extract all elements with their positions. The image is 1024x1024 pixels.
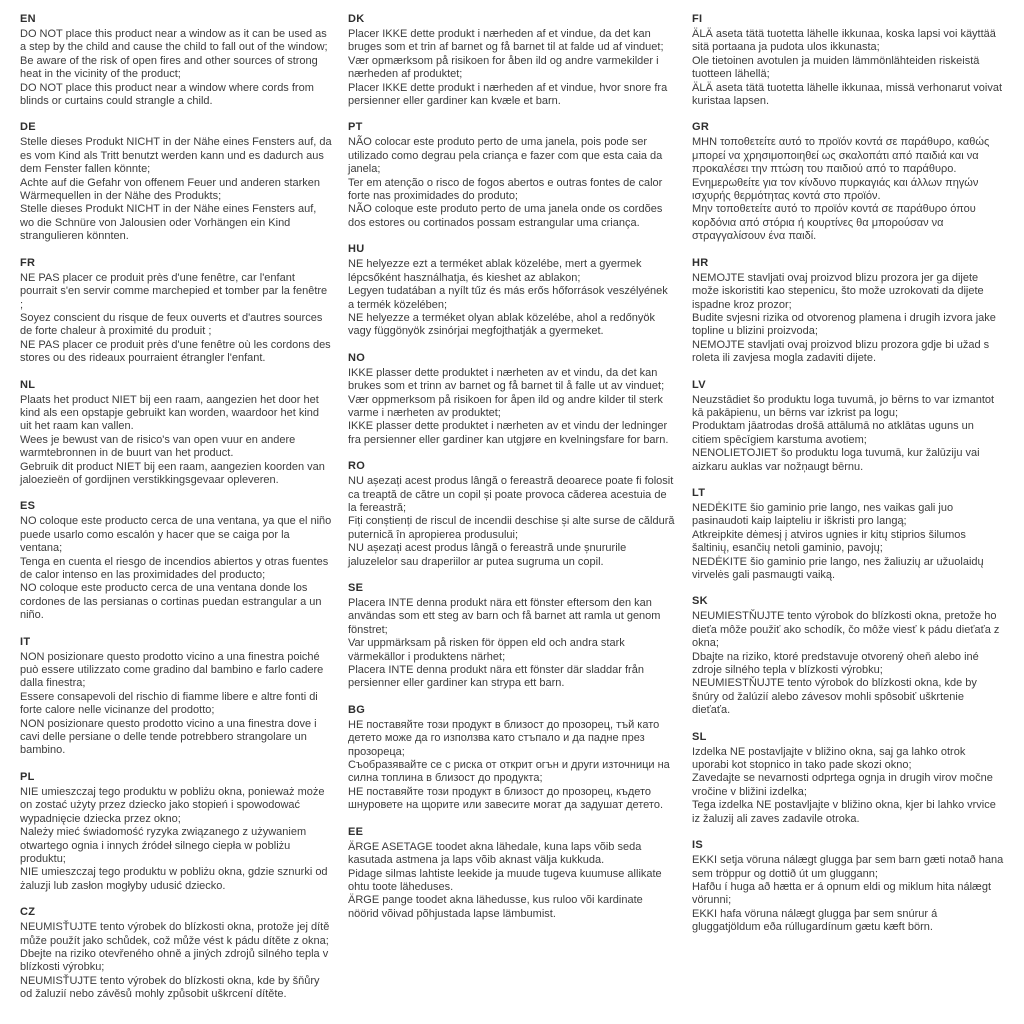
warning-paragraph: ÄLÄ aseta tätä tuotetta lähelle ikkunaa, koska lapsi voi käyttää sitä portaana ja pudota ulos ikkunasta;	[692, 28, 996, 54]
warning-paragraph: Zavedajte se nevarnosti odprtega ognja in drugih virov močne vročine v bližini izdelka;	[692, 772, 993, 798]
warning-paragraph: NEUMIESTŇUJTE tento výrobok do blízkosti okna, kde by šnúry od žalúzií alebo závesov mohli spôsobiť uškrtenie dieťaťa.	[692, 677, 977, 717]
lang-section-fi	[692, 13, 1004, 108]
warning-paragraph: Atkreipkite dėmesį į atviros ugnies ir kitų stiprios šilumos šaltinių, esančių netoli gaminio, pavojų;	[692, 528, 966, 555]
warning-paragraph: Ενημερωθείτε για τον κίνδυνο πυρκαγιάς και άλλων πηγών ισχυρής θερμότητας κοντά στο προϊόν.	[692, 176, 979, 203]
lang-section-fr	[20, 257, 332, 366]
lang-section-hr	[692, 257, 1004, 366]
warning-paragraph: ΜΗΝ τοποθετείτε αυτό το προϊόν κοντά σε παράθυρο, καθώς μπορεί να χρησιμοποιηθεί ως σκαλοπάτι από παιδιά και να προκαλέσει την πτώση του παιδιού από το παράθυρο.	[692, 136, 990, 176]
warning-paragraph: NEMOJTE stavljati ovaj proizvod blizu prozora jer ga dijete može iskoristiti kao stepenicu, što može uzrokovati da dijete ispadne kroz prozor;	[692, 271, 984, 311]
warning-paragraph: НЕ поставяйте този продукт в близост до прозорец, тъй като детето може да го използва като стъпало и да падне през прозореца;	[348, 718, 660, 758]
warning-paragraph: IKKE plasser dette produktet i nærheten av et vindu der ledninger fra persienner eller gardiner kan utgjøre en kvelningsfare for barn.	[348, 420, 669, 446]
lang-section-gr	[692, 121, 1004, 243]
warning-paragraph: NU așezați acest produs lângă o fereastră deoarece poate fi folosit ca treaptă de către un copil și poate provoca căderea acestuia de la fereastră;	[348, 475, 674, 514]
lang-code-heading: ES	[20, 500, 36, 513]
warning-paragraph: Plaats het product NIET bij een raam, aangezien het door het kind als een opstapje gebruikt kan worden, waardoor het kind uit het raam kan vallen.	[20, 393, 320, 433]
warning-paragraph: NEMOJTE stavljati ovaj proizvod blizu prozora gdje bi užad s roleta ili zavjesa mogla zadaviti dijete.	[692, 338, 990, 365]
warning-paragraph: Placer IKKE dette produkt i nærheden af et vindue, hvor snore fra persienner eller gardiner kan kvæle et barn.	[348, 81, 668, 108]
warning-paragraph: NENOLIETOJIET šo produktu loga tuvumā, kur žalūziju vai aizkaru auklas var nožņaugt bērnu.	[692, 447, 980, 473]
lang-code-heading: HU	[348, 243, 365, 256]
lang-code-heading: LV	[692, 378, 706, 391]
warning-paragraph: NIE umieszczaj tego produktu w pobliżu okna, gdzie sznurki od żaluzji lub zasłon mogłyby udusić dziecko.	[20, 866, 328, 892]
warning-paragraph: Fiți conștienți de riscul de incendii deschise și alte surse de căldură puternică în apropierea produsului;	[348, 515, 675, 541]
lang-code-heading: HR	[692, 256, 709, 269]
warning-paragraph: NON posizionare questo prodotto vicino a una finestra poiché può essere utilizzato come gradino dal bambino e farlo cadere dalla finestra;	[20, 650, 324, 690]
lang-code-heading: FR	[20, 256, 36, 269]
warning-paragraph: DO NOT place this product near a window where cords from blinds or curtains could strangle a child.	[20, 81, 314, 108]
warning-paragraph: NE helyezze a terméket olyan ablak közelébe, ahol a redőnyök vagy függönyök zsinórjai megfojthatják a gyermeket.	[348, 311, 655, 338]
lang-code-heading: PL	[20, 770, 35, 783]
warning-paragraph: NO coloque este producto cerca de una ventana donde los cordones de las persianas o cortinas puedan estrangular a un niño.	[20, 582, 322, 622]
warning-paragraph: Wees je bewust van de risico's van open vuur en andere warmtebronnen in de buurt van het product.	[20, 433, 296, 460]
lang-section-lv	[692, 379, 1004, 474]
warning-paragraph: Be aware of the risk of open fires and other sources of strong heat in the vicinity of the product;	[20, 54, 318, 81]
lang-code-heading: GR	[692, 121, 710, 134]
lang-section-ee	[348, 826, 676, 921]
warning-paragraph: Dbejte na riziko otevřeného ohně a jiných zdrojů silného tepla v blízkosti výrobku;	[20, 947, 329, 974]
lang-code-heading: NO	[348, 351, 366, 364]
lang-section-pt	[348, 121, 676, 230]
warning-paragraph: Vær oppmerksom på risikoen for åpen ild og andre kilder til sterk varme i nærheten av produktet;	[348, 393, 663, 419]
warning-paragraph: NEUMISŤUJTE tento výrobek do blízkosti okna, protože jej dítě může použít jako schůdek, což může vést k pádu dítěte z okna;	[20, 921, 330, 947]
lang-section-ro	[348, 460, 676, 569]
lang-code-heading: SL	[692, 730, 707, 743]
lang-code-heading: CZ	[20, 906, 36, 919]
lang-section-sk	[692, 595, 1004, 717]
warning-paragraph: Tega izdelka NE postavljajte v bližino okna, kjer bi lahko vrvice iz žaluzij ali zaves zadavile otroka.	[692, 799, 996, 825]
column-1	[20, 13, 332, 1015]
warning-paragraph: Essere consapevoli del rischio di fiamme libere e altre fonti di forte calore nelle vicinanze del prodotto;	[20, 690, 318, 717]
warning-paragraph: Μην τοποθετείτε αυτό το προϊόν κοντά σε παράθυρο όπου κορδόνια από στόρια ή κουρτίνες θα μπορούσαν να στραγγαλίσουν ένα παιδί.	[692, 203, 976, 243]
warning-paragraph: NE PAS placer ce produit près d'une fenêtre, car l'enfant pourrait s'en servir comme marchepied et tomber par la fenêtre ;	[20, 271, 328, 311]
warning-paragraph: Neuzstādiet šo produktu loga tuvumā, jo bērns to var izmantot kā pakāpienu, un bērns var izkrist pa logu;	[692, 393, 995, 419]
lang-code-heading: SE	[348, 582, 364, 594]
lang-code-heading: IT	[20, 635, 31, 648]
lang-section-es	[20, 500, 332, 622]
lang-section-nl	[20, 379, 332, 488]
warning-paragraph: ÄRGE ASETAGE toodet akna lähedale, kuna laps võib seda kasutada astmena ja laps võib aknast välja kukkuda.	[348, 840, 642, 867]
lang-code-heading: FI	[692, 13, 703, 25]
warning-paragraph: Ole tietoinen avotulen ja muiden lämmönlähteiden riskeistä tuotteen lähellä;	[692, 54, 980, 81]
warning-paragraph: DO NOT place this product near a window as it can be used as a step by the child and cause the child to fall out of the window;	[20, 28, 328, 54]
warning-paragraph: Pidage silmas lahtiste leekide ja muude tugeva kuumuse allikate ohtu toote läheduses.	[348, 867, 662, 893]
warning-paragraph: Izdelka NE postavljajte v bližino okna, saj ga lahko otrok uporabi kot stopnico in tako pade skozi okno;	[692, 745, 966, 772]
lang-section-dk	[348, 13, 676, 108]
lang-section-se	[348, 582, 676, 691]
lang-section-de	[20, 121, 332, 243]
warning-paragraph: IKKE plasser dette produktet i nærheten av et vindu, da det kan brukes som et trinn av barnet og få barnet til å falle ut av vinduet;	[348, 366, 665, 393]
warning-paragraph: NE PAS placer ce produit près d'une fenêtre où les cordons des stores ou des rideaux pourraient étrangler l'enfant.	[20, 338, 331, 365]
warning-paragraph: Stelle dieses Produkt NICHT in der Nähe eines Fensters auf, da es vom Kind als Tritt benutzt werden kann und es dadurch aus dem Fenster fallen könnte;	[20, 136, 332, 176]
warning-paragraph: Produktam jāatrodas drošā attālumā no atklātas uguns un citiem spēcīgiem karstuma avotiem;	[692, 420, 974, 446]
column-3	[692, 13, 1004, 1015]
warning-paragraph: Dbajte na riziko, ktoré predstavuje otvorený oheň alebo iné zdroje silného tepla v blízkosti výrobku;	[692, 650, 979, 677]
lang-section-en	[20, 13, 332, 108]
lang-code-heading: PT	[348, 121, 363, 134]
warning-paragraph: NÃO colocar este produto perto de uma janela, pois pode ser utilizado como degrau pela criança e fazer com que esta caia da janela;	[348, 136, 663, 176]
warning-paragraph: Soyez conscient du risque de feux ouverts et d'autres sources de forte chaleur à proximité du produit ;	[20, 311, 323, 338]
lang-section-lt	[692, 487, 1004, 582]
warning-paragraph: Съобразявайте се с риска от открит огън и други източници на силна топлина в близост до продукта;	[348, 759, 670, 785]
lang-section-pl	[20, 771, 332, 893]
column-2	[348, 13, 676, 1015]
warning-paragraph: EKKI setja vöruna nálægt glugga þar sem barn gæti notað hana sem tröppur og dottið út um gluggann;	[692, 854, 1004, 880]
warning-paragraph: NO coloque este producto cerca de una ventana, ya que el niño puede usarlo como escalón y hacer que se caiga por la ventana;	[20, 515, 332, 555]
warning-paragraph: Legyen tudatában a nyílt tűz és más erős hőforrások veszélyének a termék közelében;	[348, 285, 668, 311]
lang-code-heading: NL	[20, 378, 36, 391]
lang-code-heading: EE	[348, 825, 364, 838]
warning-paragraph: NEUMISŤUJTE tento výrobek do blízkosti okna, kde by šňůry od žaluzií nebo závěsů mohly způsobit uškrcení dítěte.	[20, 974, 320, 1001]
warning-paragraph: NEUMIESTŇUJTE tento výrobok do blízkosti okna, pretože ho dieťa môže použiť ako schodík, čo môže viesť k pádu dieťaťa z okna;	[692, 610, 1000, 650]
warning-paragraph: ÄLÄ aseta tätä tuotetta lähelle ikkunaa, missä verhonarut voivat kuristaa lapsen.	[692, 81, 1003, 108]
warning-paragraph: Placera INTE denna produkt nära ett fönster eftersom den kan användas som ett steg av barn och få barnet att ramla ut genom fönstret;	[348, 597, 661, 636]
warning-paragraph: НЕ поставяйте този продукт в близост до прозорец, където шнуровете на щорите или завесите могат да задушат детето.	[348, 785, 664, 812]
lang-code-heading: DE	[20, 121, 36, 134]
warning-paragraph: Tenga en cuenta el riesgo de incendios abiertos y otras fuentes de calor intenso en las proximidades del producto;	[20, 555, 329, 581]
lang-code-heading: RO	[348, 460, 366, 473]
warning-paragraph: NEDĖKITE šio gaminio prie lango, nes vaikas gali juo pasinaudoti kaip laipteliu ir iškristi pro langą;	[692, 501, 954, 528]
lang-code-heading: BG	[348, 703, 366, 716]
warning-paragraph: Vær opmærksom på risikoen for åben ild og andre varmekilder i nærheden af produktet;	[348, 54, 659, 81]
warning-paragraph: Stelle dieses Produkt NICHT in der Nähe eines Fensters auf, wo die Schnüre von Jalousien oder Vorhängen ein Kind strangulieren könnten.	[20, 203, 317, 243]
warning-paragraph: Gebruik dit product NIET bij een raam, aangezien koorden van jaloezieën of gordijnen verstikkingsgevaar opleveren.	[20, 460, 325, 486]
lang-code-heading: LT	[692, 486, 706, 499]
warning-paragraph: NEDĖKITE šio gaminio prie lango, nes žaliuzių ar užuolaidų virvelės gali pasmaugti vaiką.	[692, 555, 984, 581]
warning-paragraph: NU așezați acest produs lângă o fereastră unde șnururile jaluzelelor sau draperiilor ar putea sugruma un copil.	[348, 542, 627, 568]
warning-paragraph: Var uppmärksam på risken för öppen eld och andra stark värmekällor i produktens närhet;	[348, 637, 625, 663]
lang-code-heading: DK	[348, 13, 365, 25]
warning-paragraph: Hafðu í huga að hætta er á opnum eldi og miklum hita nálægt vörunni;	[692, 880, 992, 907]
warning-paragraph: Achte auf die Gefahr von offenem Feuer und anderen starken Wärmequellen in der Nähe des Produkts;	[20, 176, 321, 203]
lang-section-cz	[20, 906, 332, 1001]
warning-paragraph: Budite svjesni rizika od otvorenog plamena i drugih izvora jake topline u blizini proizvoda;	[692, 311, 996, 338]
warning-paragraph: Placera INTE denna produkt nära ett fönster där sladdar från persienner eller gardiner kan strypa ett barn.	[348, 664, 644, 690]
warning-paragraph: Placer IKKE dette produkt i nærheden af et vindue, da det kan bruges som et trin af barnet og få barnet til at falde ud af vinduet;	[348, 28, 664, 54]
lang-section-is	[692, 839, 1004, 934]
warning-paragraph: NON posizionare questo prodotto vicino a una finestra dove i cavi delle persiane o delle tende potrebbero strangolare un bambino.	[20, 717, 317, 757]
lang-code-heading: SK	[692, 595, 708, 608]
lang-section-bg	[348, 704, 676, 813]
warning-paragraph: EKKI hafa vöruna nálægt glugga þar sem snúrur á gluggatjöldum eða rúllugardínum gætu kæft börn.	[692, 907, 938, 934]
lang-section-sl	[692, 731, 1004, 826]
lang-code-heading: IS	[692, 839, 703, 852]
lang-section-no	[348, 352, 676, 447]
warning-paragraph: Ter em atenção o risco de fogos abertos e outras fontes de calor forte nas proximidades do produto;	[348, 176, 663, 203]
warning-paragraph: ÄRGE pange toodet akna lähedusse, kus ruloo või kardinate nöörid võivad põhjustada lapse lämbumist.	[348, 894, 643, 920]
warning-paragraph: Należy mieć świadomość ryzyka związanego z używaniem otwartego ognia i innych źródeł silnego ciepła w pobliżu produktu;	[20, 826, 307, 865]
lang-section-it	[20, 636, 332, 758]
warning-paragraph: NIE umieszczaj tego produktu w pobliżu okna, ponieważ może on zostać użyty przez dziecko jako stopień i spowodować wypadnięcie dziecka przez okno;	[20, 785, 325, 825]
warning-paragraph: NÃO coloque este produto perto de uma janela onde os cordões dos estores ou cortinados possam estrangular uma criança.	[348, 203, 663, 229]
lang-code-heading: EN	[20, 13, 36, 25]
warning-paragraph: NE helyezze ezt a terméket ablak közelébe, mert a gyermek lépcsőként használhatja, és kieshet az ablakon;	[348, 258, 642, 284]
lang-section-hu	[348, 243, 676, 338]
